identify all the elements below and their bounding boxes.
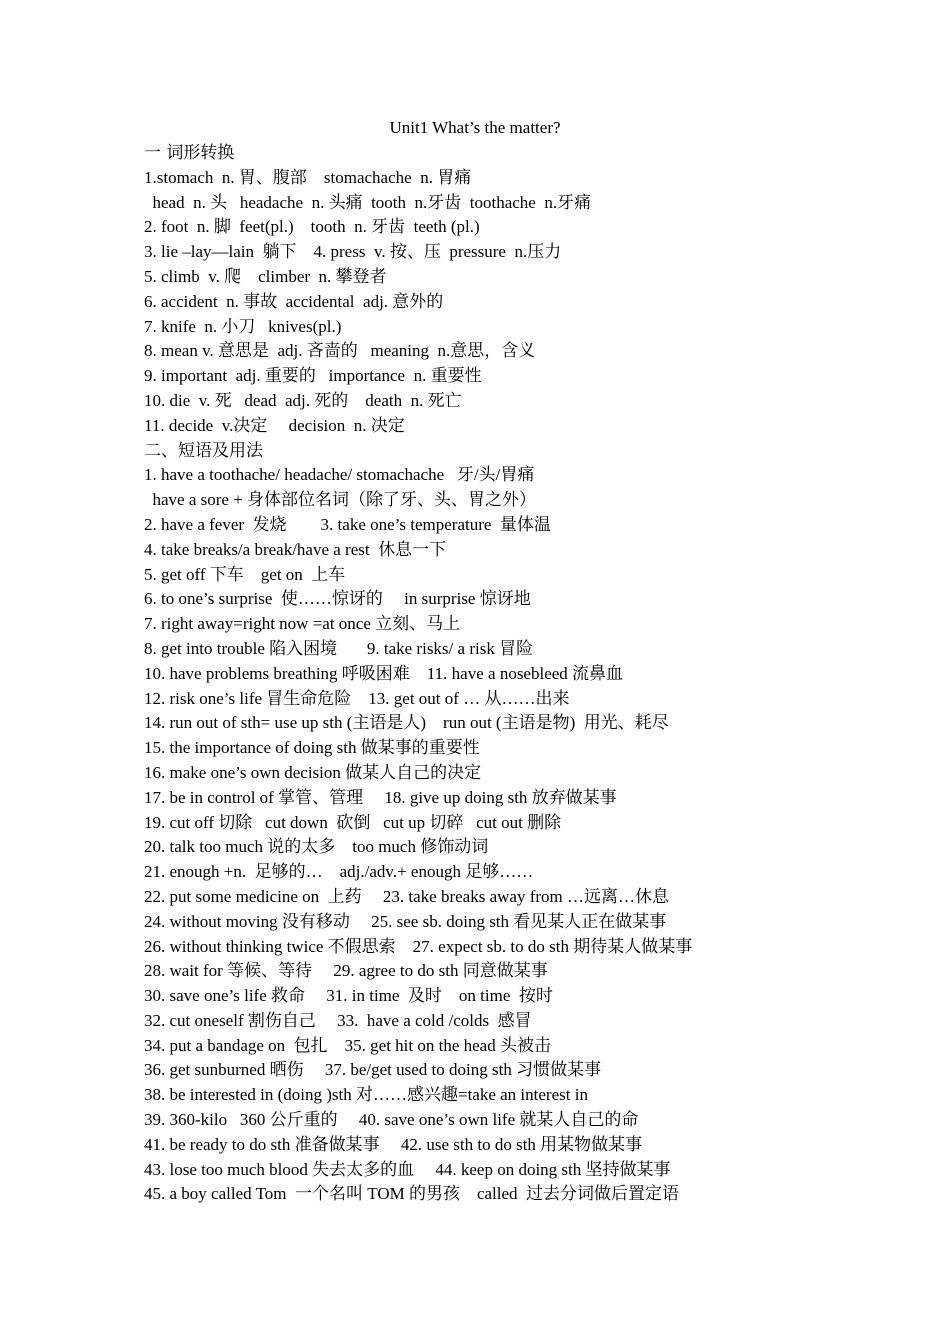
list-item: 6. accident n. 事故 accidental adj. 意外的 — [144, 291, 444, 311]
list-item: 36. get sunburned 晒伤 37. be/get used to doing sth 习惯做某事 — [144, 1060, 602, 1080]
list-item: 1. have a toothache/ headache/ stomachache 牙/头/胃痛 — [144, 465, 535, 485]
list-item: 10. die v. 死 dead adj. 死的 death n. 死亡 — [144, 390, 462, 410]
list-item: 8. mean v. 意思是 adj. 吝啬的 meaning n.意思，含义 — [144, 341, 536, 361]
list-item: 7. right away=right now =at once 立刻、马上 — [144, 614, 461, 634]
list-item: 7. knife n. 小刀 knives(pl.) — [144, 316, 342, 336]
list-item: 14. run out of sth= use up sth (主语是人) run out (主语是物) 用光、耗尽 — [144, 713, 669, 733]
list-item: 12. risk one’s life 冒生命危险 13. get out of … 从……出来 — [144, 688, 570, 708]
section-heading-phrases: 二、短语及用法 — [144, 440, 263, 461]
list-item: 1.stomach n. 胃、腹部 stomachache n. 胃痛 — [144, 167, 472, 187]
phrases-list — [144, 463, 784, 1207]
list-item: 6. to one’s surprise 使……惊讶的 in surprise 惊讶地 — [144, 589, 531, 609]
list-item: 11. decide v.决定 decision n. 决定 — [144, 415, 405, 435]
list-item: 32. cut oneself 割伤自己 33. have a cold /colds 感冒 — [144, 1010, 532, 1030]
list-item: 20. talk too much 说的太多 too much 修饰动词 — [144, 837, 489, 857]
list-item: 39. 360-kilo 360 公斤重的 40. save one’s own life 就某人自己的命 — [144, 1110, 639, 1130]
word-forms-list — [144, 166, 784, 439]
list-item: 5. get off 下车 get on 上车 — [144, 564, 346, 584]
list-item: head n. 头 headache n. 头痛 tooth n.牙齿 toothache n.牙痛 — [144, 192, 592, 212]
list-item: 5. climb v. 爬 climber n. 攀登者 — [144, 266, 387, 286]
list-item: 9. important adj. 重要的 importance n. 重要性 — [144, 366, 482, 386]
list-item: 45. a boy called Tom 一个名叫 TOM 的男孩 called 过去分词做后置定语 — [144, 1184, 680, 1204]
list-item: 2. have a fever 发烧 3. take one’s temperature 量体温 — [144, 514, 551, 534]
list-item: 28. wait for 等候、等待 29. agree to do sth 同意做某事 — [144, 961, 548, 981]
document-page — [144, 115, 784, 1207]
list-item: 26. without thinking twice 不假思索 27. expect sb. to do sth 期待某人做某事 — [144, 936, 693, 956]
list-item: 8. get into trouble 陷入困境 9. take risks/ a risk 冒险 — [144, 638, 534, 658]
list-item: 17. be in control of 掌管、管理 18. give up doing sth 放弃做某事 — [144, 787, 617, 807]
list-item: 3. lie –lay—lain 躺下 4. press v. 按、压 pressure n.压力 — [144, 242, 562, 262]
list-item: 38. be interested in (doing )sth 对……感兴趣=take an interest in — [144, 1085, 588, 1105]
list-item: 19. cut off 切除 cut down 砍倒 cut up 切碎 cut out 删除 — [144, 812, 562, 832]
list-item: 21. enough +n. 足够的… adj./adv.+ enough 足够…… — [144, 862, 534, 882]
list-item: 2. foot n. 脚 feet(pl.) tooth n. 牙齿 teeth (pl.) — [144, 217, 480, 237]
list-item: 30. save one’s life 救命 31. in time 及时 on time 按时 — [144, 986, 553, 1006]
list-item: 10. have problems breathing 呼吸困难 11. have a nosebleed 流鼻血 — [144, 663, 624, 683]
list-item: 41. be ready to do sth 准备做某事 42. use sth to do sth 用某物做某事 — [144, 1134, 643, 1154]
list-item: 24. without moving 没有移动 25. see sb. doing sth 看见某人正在做某事 — [144, 911, 667, 931]
list-item: 15. the importance of doing sth 做某事的重要性 — [144, 738, 480, 758]
section-heading-word-forms: 一 词形转换 — [144, 143, 235, 163]
list-item: 4. take breaks/a break/have a rest 休息一下 — [144, 539, 447, 559]
list-item: have a sore + 身体部位名词（除了牙、头、胃之外） — [144, 490, 537, 510]
page-title: Unit1 What’s the matter? — [389, 118, 561, 137]
list-item: 34. put a bandage on 包扎 35. get hit on the head 头被击 — [144, 1035, 551, 1055]
list-item: 16. make one’s own decision 做某人自己的决定 — [144, 762, 482, 782]
list-item: 43. lose too much blood 失去太多的血 44. keep on doing sth 坚持做某事 — [144, 1159, 671, 1179]
list-item: 22. put some medicine on 上药 23. take breaks away from …远离…休息 — [144, 886, 670, 906]
